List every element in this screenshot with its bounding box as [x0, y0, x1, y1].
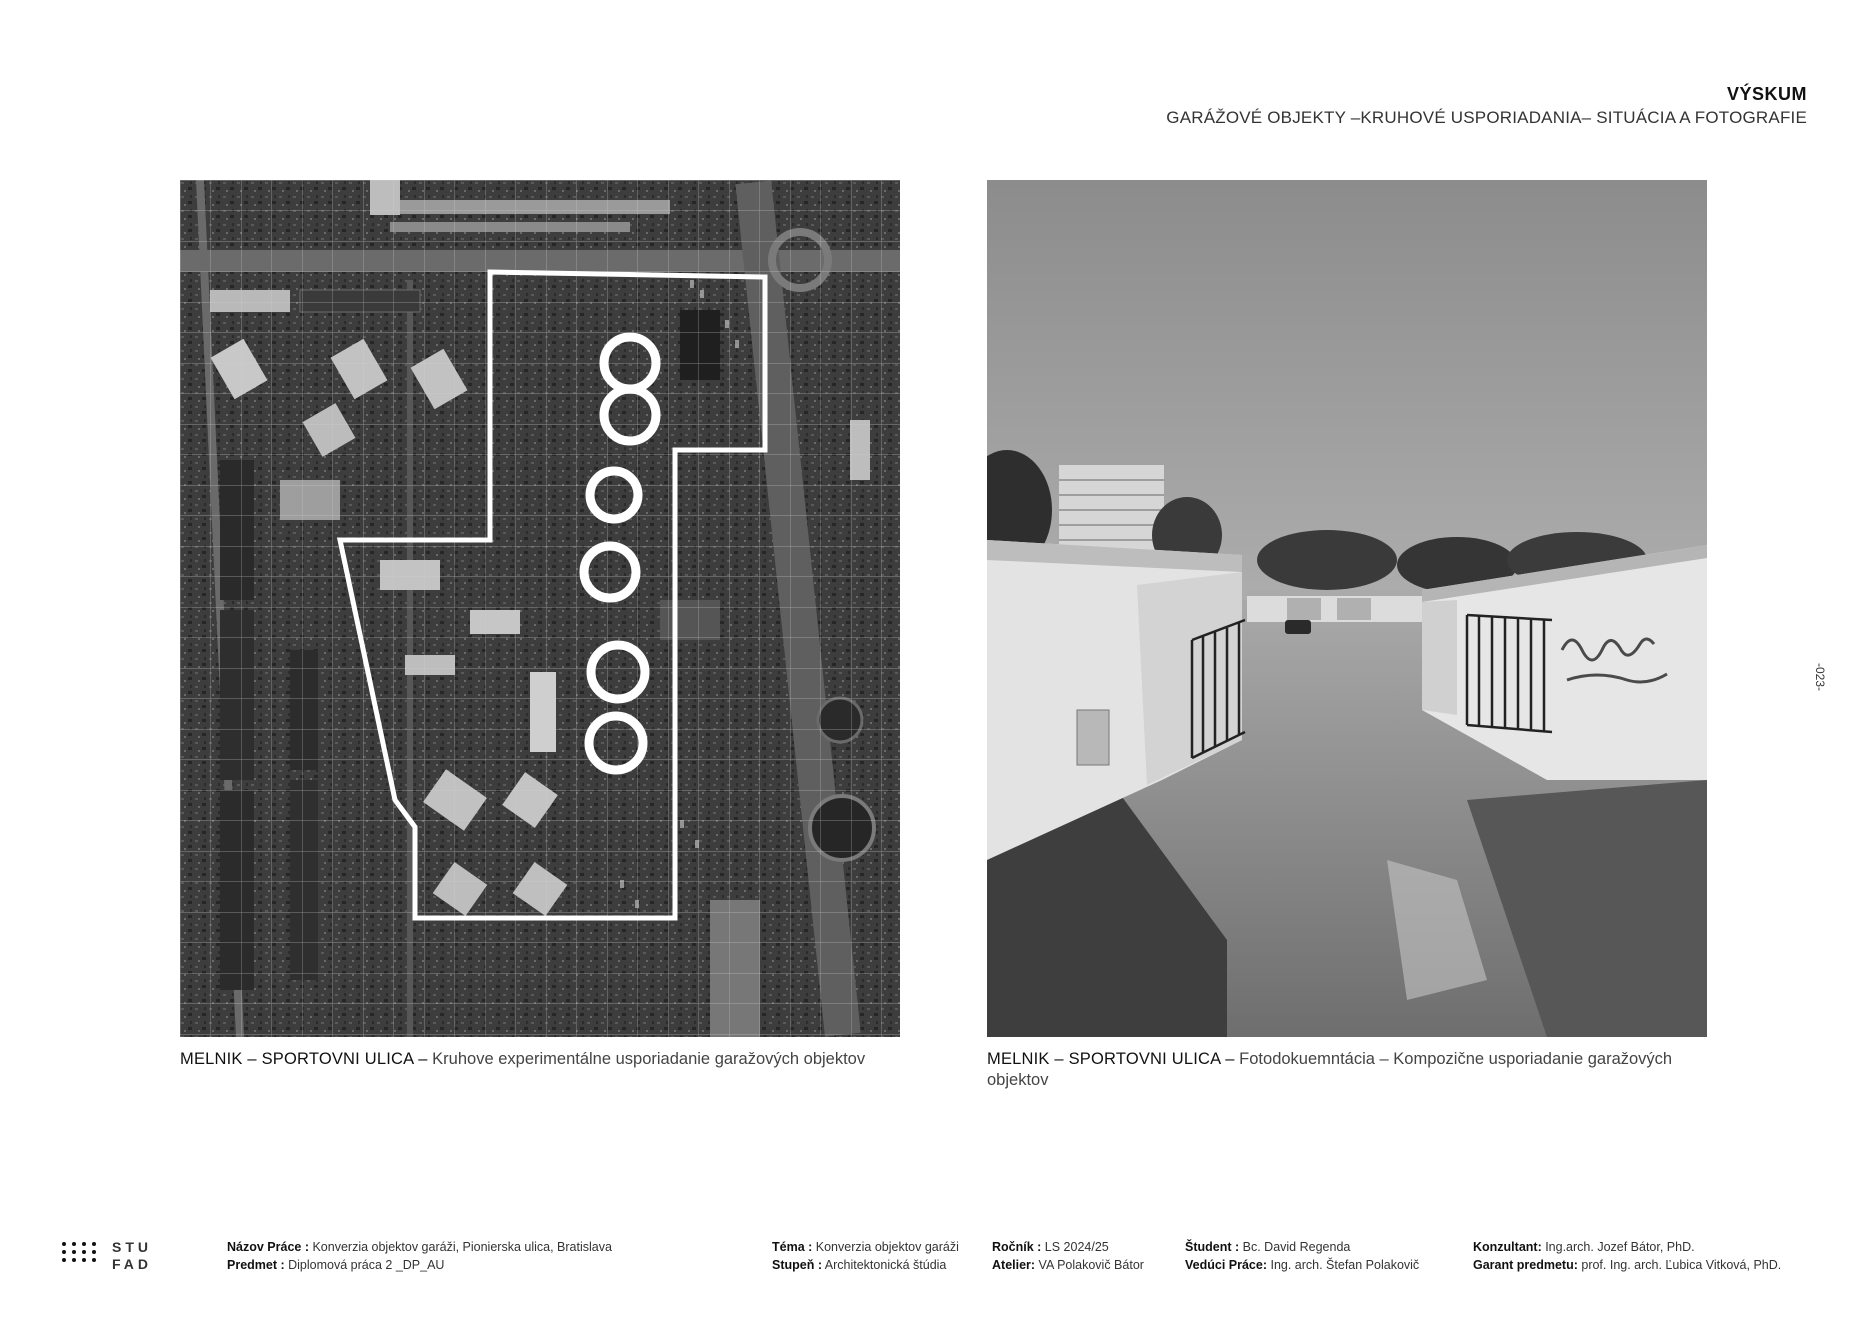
page-header: [1166, 84, 1807, 128]
veduci-label: Vedúci Práce:: [1185, 1258, 1267, 1272]
map-caption-text: Kruhove experimentálne usporiadanie garažových objektov: [427, 1050, 866, 1068]
footer-year-info: [992, 1238, 1144, 1274]
tema-label: Téma :: [772, 1240, 813, 1254]
rocnik-value: LS 2024/25: [1041, 1240, 1109, 1254]
nazov-value: Konverzia objektov garáži, Pionierska ulica, Bratislava: [308, 1240, 612, 1254]
garant-value: prof. Ing. arch. Ľubica Vitková, PhD.: [1577, 1258, 1782, 1272]
student-value: Bc. David Regenda: [1239, 1240, 1351, 1254]
tema-value: Konverzia objektov garáži: [812, 1240, 959, 1254]
map-caption-location: MELNIK – SPORTOVNI ULICA –: [180, 1050, 428, 1068]
aerial-map-graphic: [180, 180, 900, 1037]
garant-label: Garant predmetu:: [1473, 1258, 1578, 1272]
logo-dots: [62, 1242, 98, 1262]
predmet-value: Diplomová práca 2 _DP_AU: [284, 1258, 445, 1272]
stupen-label: Stupeň :: [772, 1258, 822, 1272]
nazov-label: Názov Práce :: [227, 1240, 309, 1254]
stupen-value: Architektonická štúdia: [822, 1258, 947, 1272]
site-photograph: [987, 180, 1707, 1037]
atelier-value: VA Polakovič Bátor: [1035, 1258, 1144, 1272]
rocnik-label: Ročník :: [992, 1240, 1042, 1254]
konzultant-value: Ing.arch. Jozef Bátor, PhD.: [1541, 1240, 1695, 1254]
photo-caption-text: Fotodokuemntácia – Kompozične usporiadanie garažových objektov: [987, 1050, 1673, 1089]
footer-topic-info: [772, 1238, 959, 1274]
map-caption: [180, 1049, 900, 1070]
atelier-label: Atelier:: [992, 1258, 1036, 1272]
footer-consultant-info: [1473, 1238, 1781, 1274]
student-label: Študent :: [1185, 1240, 1240, 1254]
aerial-site-map: [180, 180, 900, 1037]
photo-caption-location: MELNIK – SPORTOVNI ULICA –: [987, 1050, 1235, 1068]
logo-text: STU FAD: [112, 1239, 152, 1272]
photo-caption: [987, 1049, 1717, 1091]
page-subtitle: GARÁŽOVÉ OBJEKTY –KRUHOVÉ USPORIADANIA– SITUÁCIA A FOTOGRAFIE: [1166, 108, 1807, 127]
page-title: VÝSKUM: [1726, 84, 1807, 104]
veduci-value: Ing. arch. Štefan Polakovič: [1267, 1258, 1420, 1272]
photo-graphic: [987, 180, 1707, 1037]
footer-work-info: [227, 1238, 612, 1274]
page-number: -023-: [1812, 662, 1827, 692]
footer-student-info: [1185, 1238, 1419, 1274]
konzultant-label: Konzultant:: [1473, 1240, 1542, 1254]
predmet-label: Predmet :: [227, 1258, 285, 1272]
